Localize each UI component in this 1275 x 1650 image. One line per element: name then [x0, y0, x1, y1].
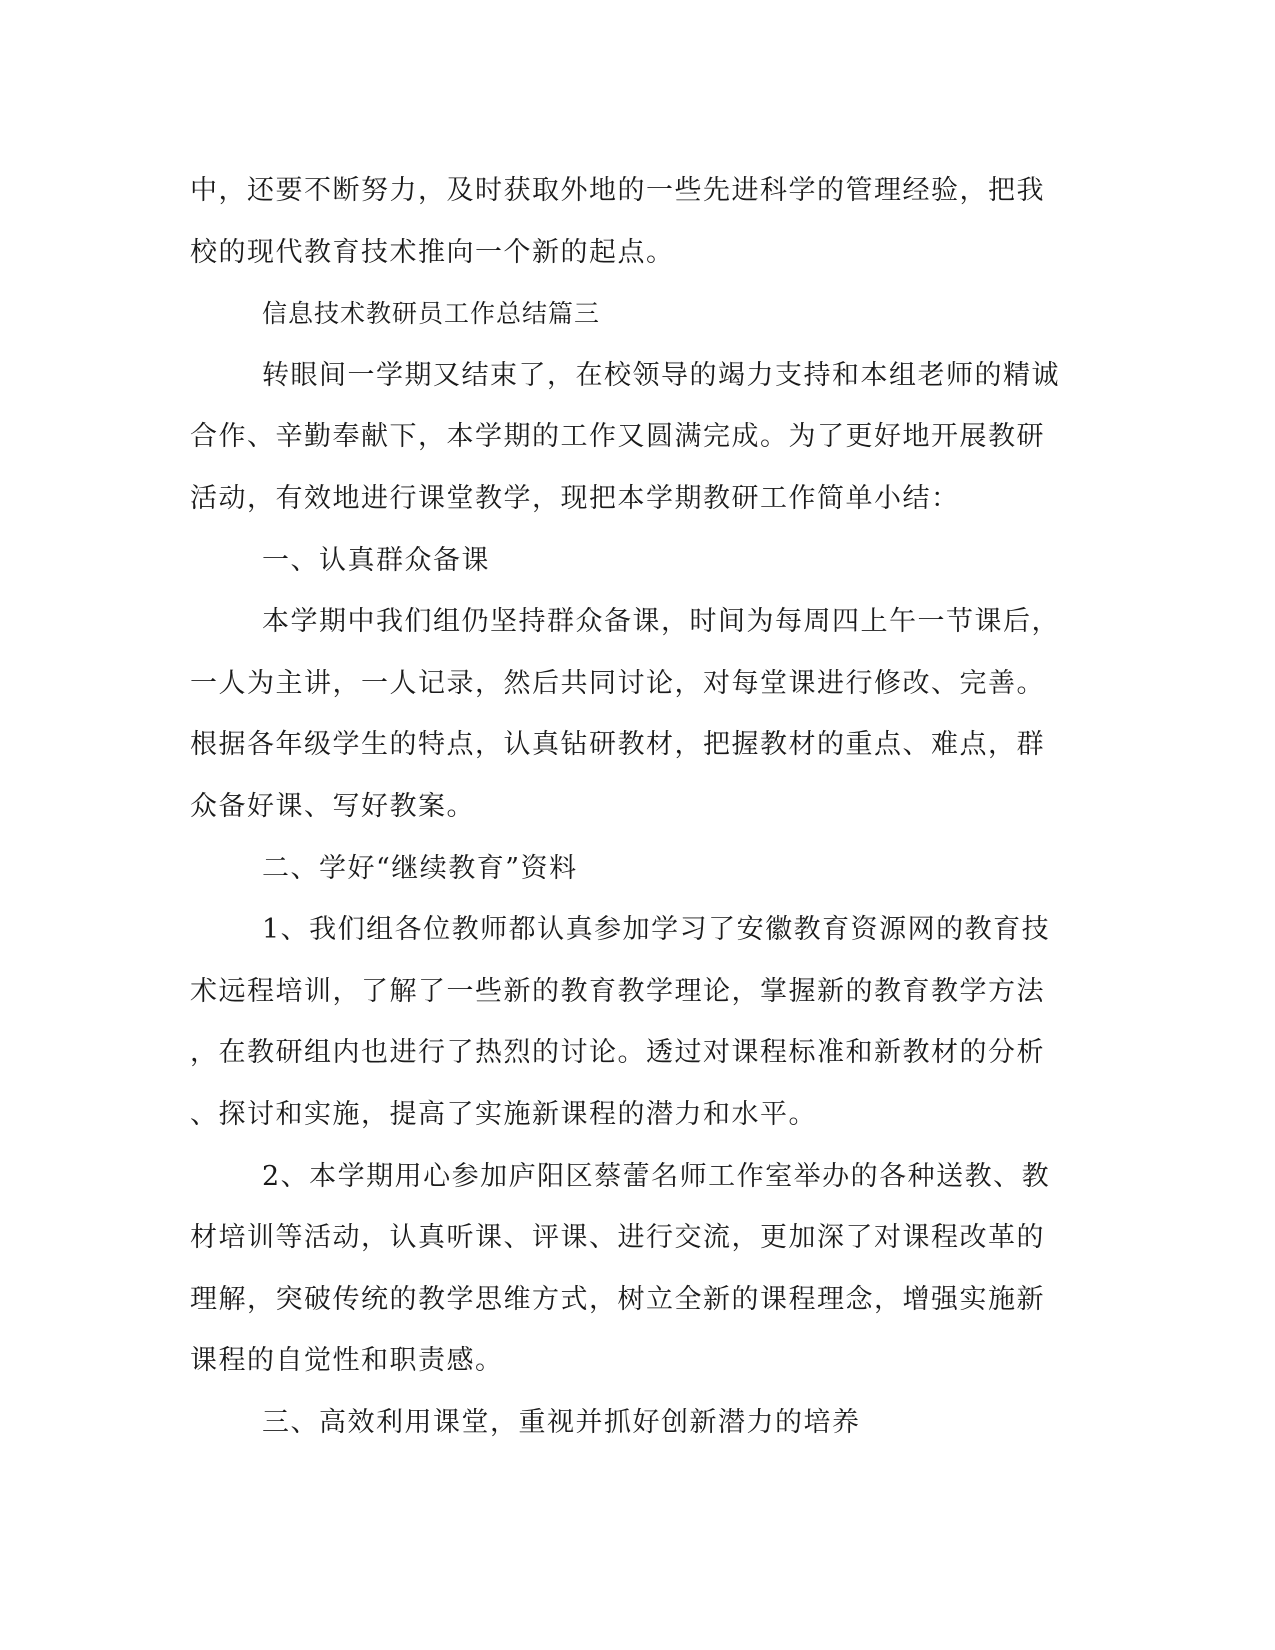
paragraph-line: 一人为主讲，一人记录，然后共同讨论，对每堂课进行修改、完善。 [190, 667, 1045, 699]
paragraph-line: 材培训等活动，认真听课、评课、进行交流，更加深了对课程改革的 [190, 1222, 1045, 1254]
paragraph-line: 众备好课、写好教案。 [190, 790, 475, 822]
paragraph-line: 理解，突破传统的教学思维方式，树立全新的课程理念，增强实施新 [190, 1283, 1045, 1315]
paragraph-line: ，在教研组内也进行了热烈的讨论。透过对课程标准和新教材的分析 [190, 1037, 1045, 1069]
paragraph-line: 课程的自觉性和职责感。 [190, 1345, 504, 1377]
paragraph-line: 1、我们组各位教师都认真参加学习了安徽教育资源网的教育技 [262, 914, 1051, 946]
section-heading: 一、认真群众备课 [262, 544, 490, 576]
section-heading: 二、学好“继续教育”资料 [262, 852, 578, 884]
paragraph-line: 合作、辛勤奉献下，本学期的工作又圆满完成。为了更好地开展教研 [190, 421, 1045, 453]
paragraph-line: 、探讨和实施，提高了实施新课程的潜力和水平。 [190, 1098, 817, 1130]
paragraph-line: 转眼间一学期又结束了，在校领导的竭力支持和本组老师的精诚 [262, 359, 1060, 391]
paragraph-line: 校的现代教育技术推向一个新的起点。 [190, 236, 675, 268]
paragraph-line: 2、本学期用心参加庐阳区蔡蕾名师工作室举办的各种送教、教 [262, 1160, 1051, 1192]
paragraph-line: 活动，有效地进行课堂教学，现把本学期教研工作简单小结： [190, 482, 960, 514]
paragraph-line: 中，还要不断努力，及时获取外地的一些先进科学的管理经验，把我 [190, 175, 1045, 206]
section-heading: 三、高效利用课堂，重视并抓好创新潜力的培养 [262, 1406, 861, 1438]
paragraph-line: 本学期中我们组仍坚持群众备课，时间为每周四上午一节课后， [262, 606, 1060, 638]
paragraph-line: 根据各年级学生的特点，认真钻研教材，把握教材的重点、难点，群 [190, 729, 1045, 761]
body-text [190, 160, 1080, 1453]
section-title: 信息技术教研员工作总结篇三 [262, 299, 601, 329]
paragraph-line: 术远程培训，了解了一些新的教育教学理论，掌握新的教育教学方法 [190, 975, 1045, 1007]
